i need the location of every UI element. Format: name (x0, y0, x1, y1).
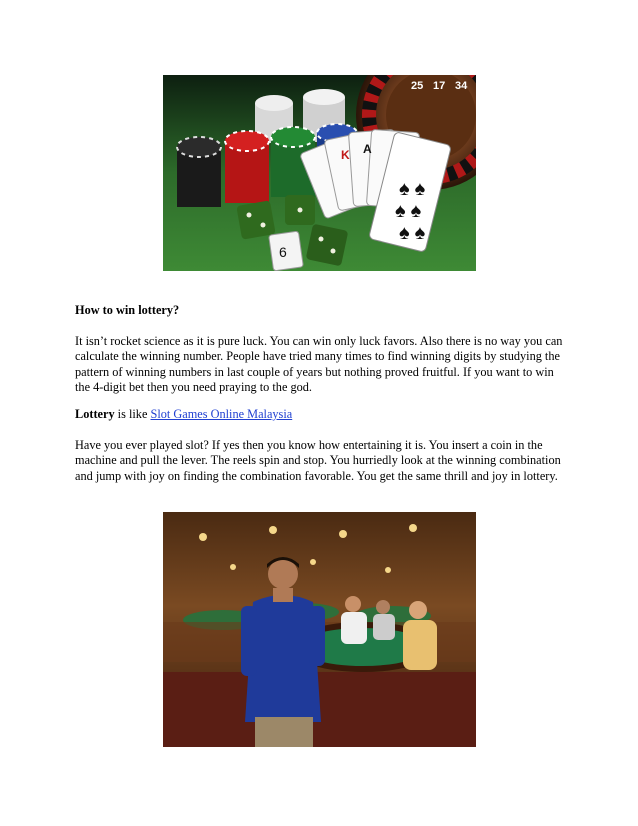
intro-paragraph: It isn’t rocket science as it is pure luck. You can win only luck favors. Also there is no way you can calculate the winning number. People have tried many times to find winning digits by studying the pattern of winning numbers in last couple of years but nothing proved fruitful. If you want to win the 4-digit bet then you need praying to the god. (75, 334, 563, 394)
slot-games-link[interactable]: Slot Games Online Malaysia (150, 407, 293, 421)
svg-text:6: 6 (279, 244, 287, 260)
svg-text:K: K (341, 148, 350, 162)
lottery-bold-text: Lottery (75, 407, 115, 421)
casino-chips-cards-image (163, 75, 476, 271)
svg-text:♠ ♠: ♠ ♠ (399, 178, 426, 200)
casino-poker-room-image (163, 512, 476, 747)
roulette-number: 17 (433, 80, 446, 92)
slot-description-paragraph: Have you ever played slot? If yes then you know how entertaining it is. You insert a coin in the machine and pull the lever. The reels spin and stop. You hurriedly look at the winning combination and jump with joy on finding the combination favorable. You get the same thrill and joy in lottery. (75, 438, 561, 483)
svg-text:♠ ♠: ♠ ♠ (399, 222, 426, 244)
section-heading: How to win lottery? (75, 303, 180, 317)
roulette-number: 25 (411, 80, 424, 92)
lottery-comparison-paragraph (75, 407, 565, 422)
svg-text:♠ ♠: ♠ ♠ (395, 200, 422, 222)
roulette-number: 34 (455, 80, 468, 92)
svg-text:A: A (363, 142, 372, 156)
comparison-text: is like (114, 407, 151, 421)
